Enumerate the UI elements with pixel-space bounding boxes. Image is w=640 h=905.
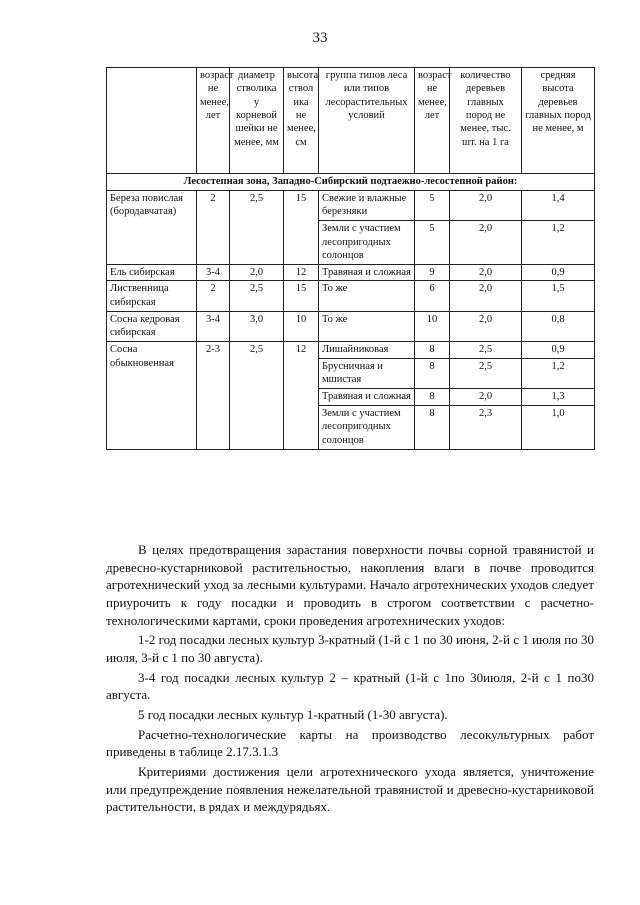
cell-age-2: 9 <box>415 264 450 281</box>
header-age: возраст не менее, лет <box>197 68 230 174</box>
cell-forest-type: Земли с участием лесопригодных солонцов <box>319 220 415 264</box>
cell-avg-height: 1,4 <box>522 190 595 220</box>
cell-age-2: 5 <box>415 220 450 264</box>
header-diameter: диаметр стволика у корневой шейки не менее, мм <box>230 68 284 174</box>
cell-age-2: 8 <box>415 342 450 359</box>
cell-count: 2,0 <box>450 311 522 341</box>
header-species <box>107 68 197 174</box>
cell-forest-type: То же <box>319 281 415 311</box>
cell-species: Береза повислая (бородавчатая) <box>107 190 197 264</box>
cell-species: Лиственница сибирская <box>107 281 197 311</box>
cell-height: 15 <box>284 281 319 311</box>
cell-age-2: 8 <box>415 388 450 405</box>
cell-age-2: 8 <box>415 358 450 388</box>
zone-row <box>107 174 595 191</box>
table-row <box>107 190 595 220</box>
cell-forest-type: Травяная и сложная <box>319 388 415 405</box>
zone-title: Лесостепная зона, Западно-Сибирский подтаежно-лесостепной район: <box>107 174 595 191</box>
cell-species: Сосна обыкновенная <box>107 342 197 449</box>
cell-forest-type: Травяная и сложная <box>319 264 415 281</box>
cell-age: 2 <box>197 281 230 311</box>
cell-age: 2 <box>197 190 230 264</box>
cell-diameter: 2,0 <box>230 264 284 281</box>
page-number: 33 <box>312 30 328 46</box>
header-height: высота ствол ика не менее, см <box>284 68 319 174</box>
cell-diameter: 3,0 <box>230 311 284 341</box>
cell-avg-height: 1,0 <box>522 405 595 449</box>
header-tree-count: количество деревьев главных пород не менее, тыс. шт. на 1 га <box>450 68 522 174</box>
cell-height: 12 <box>284 264 319 281</box>
cell-avg-height: 0,8 <box>522 311 595 341</box>
table-row <box>107 342 595 359</box>
cell-age-2: 5 <box>415 190 450 220</box>
cell-avg-height: 0,9 <box>522 342 595 359</box>
cell-height: 15 <box>284 190 319 264</box>
cell-forest-type: Лишайниковая <box>319 342 415 359</box>
cell-avg-height: 1,5 <box>522 281 595 311</box>
cell-count: 2,3 <box>450 405 522 449</box>
paragraph: 1-2 год посадки лесных культур 3-кратный (1-й с 1 по 30 июня, 2-й с 1 июля по 30 июля, 3-й с 1 по 30 августа). <box>106 632 594 666</box>
table-header-row <box>107 68 595 174</box>
cell-avg-height: 1,2 <box>522 220 595 264</box>
cell-avg-height: 0,9 <box>522 264 595 281</box>
table-row <box>107 264 595 281</box>
table-row <box>107 311 595 341</box>
cell-count: 2,0 <box>450 281 522 311</box>
cell-count: 2,0 <box>450 190 522 220</box>
paragraph: 5 год посадки лесных культур 1-кратный (1-30 августа). <box>138 707 448 723</box>
cell-avg-height: 1,2 <box>522 358 595 388</box>
cell-age: 2-3 <box>197 342 230 449</box>
cell-age-2: 8 <box>415 405 450 449</box>
cell-forest-type: Земли с участием лесопригодных солонцов <box>319 405 415 449</box>
cell-count: 2,0 <box>450 264 522 281</box>
cell-height: 12 <box>284 342 319 449</box>
cell-count: 2,5 <box>450 342 522 359</box>
header-forest-type: группа типов леса или типов лесорастительных условий <box>319 68 415 174</box>
cell-species: Сосна кедровая сибирская <box>107 311 197 341</box>
cell-height: 10 <box>284 311 319 341</box>
cell-species: Ель сибирская <box>107 264 197 281</box>
paragraph: 3-4 год посадки лесных культур 2 – кратный (1-й с 1по 30июля, 2-й с 1 по30 августа. <box>106 669 594 703</box>
body-text <box>106 541 594 816</box>
paragraph: Расчетно-технологические карты на производство лесокультурных работ приведены в таблице 2.17.3.1.3 <box>106 726 594 760</box>
cell-count: 2,0 <box>450 220 522 264</box>
table-row <box>107 281 595 311</box>
paragraph: Критериями достижения цели агротехнического ухода является, уничтожение или предупреждение появления нежелательной травянистой и древесно-кустарниковой растительности, в рядах и междурядьях. <box>106 764 594 815</box>
cell-age-2: 6 <box>415 281 450 311</box>
paragraph: В целях предотвращения зарастания поверхности почвы сорной травянистой и древесно-кустарниковой растительностью, накопления влаги в почве проводится агротехнический уход за лесными культурами. Начало агротехнических уходов следует приурочить к году посадки и проводить в строгом соответствии с расчетно-технологическими картами, сроки проведения агротехнических уходов: <box>106 542 594 628</box>
cell-count: 2,5 <box>450 358 522 388</box>
header-avg-height: средняя высота деревьев главных пород не менее, м <box>522 68 595 174</box>
cell-diameter: 2,5 <box>230 342 284 449</box>
seedling-standards-table <box>106 67 595 450</box>
cell-diameter: 2,5 <box>230 281 284 311</box>
cell-age: 3-4 <box>197 311 230 341</box>
cell-count: 2,0 <box>450 388 522 405</box>
cell-forest-type: То же <box>319 311 415 341</box>
cell-avg-height: 1,3 <box>522 388 595 405</box>
header-age-2: возраст не менее, лет <box>415 68 450 174</box>
cell-age: 3-4 <box>197 264 230 281</box>
cell-age-2: 10 <box>415 311 450 341</box>
cell-diameter: 2,5 <box>230 190 284 264</box>
cell-forest-type: Брусничная и мшистая <box>319 358 415 388</box>
cell-forest-type: Свежие и влажные березняки <box>319 190 415 220</box>
